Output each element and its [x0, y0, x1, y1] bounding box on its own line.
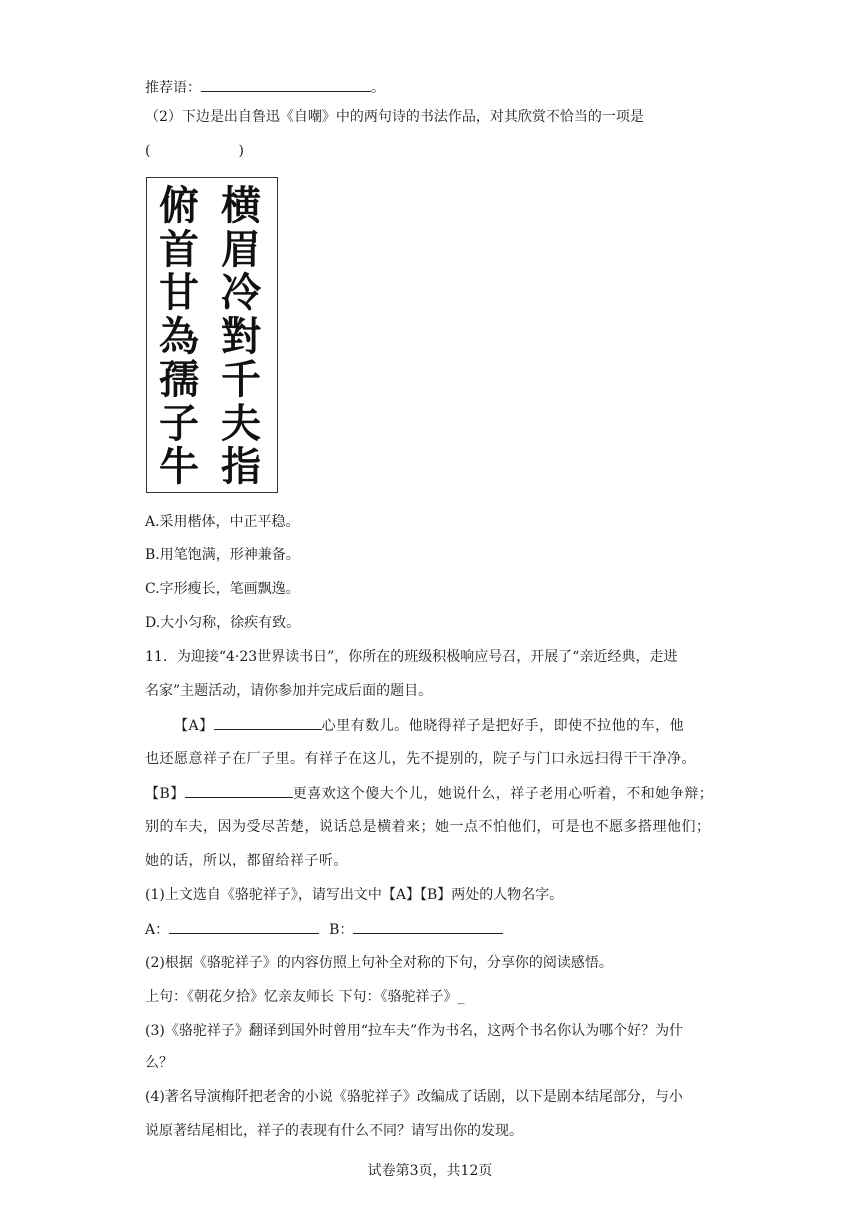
passage-b-line-3: 她的话，所以，都留给祥子听。	[145, 853, 348, 869]
calligraphy-char: 孺	[159, 356, 199, 403]
passage-a-blank	[214, 715, 322, 730]
recommend-end: 。	[371, 80, 385, 96]
passage-a-text: 心里有数儿。他晓得祥子是把好手，即使不拉他的车，他	[321, 718, 685, 734]
passage-b-line-2: 别的车夫，因为受尽苦楚，说话总是横着来；她一点不怕他们，可是也不愿多搭理他们；	[145, 819, 711, 835]
calligraphy-char: 牛	[159, 443, 199, 490]
sub-question-4-line-1: (4)著名导演梅阡把老舍的小说《骆驼祥子》改编成了话剧，以下是剧本结尾部分，与小	[145, 1089, 683, 1105]
recommend-label: 推荐语：	[145, 80, 201, 96]
calligraphy-char: 眉	[221, 225, 261, 273]
option-b: B.用笔饱满，形神兼备。	[145, 547, 300, 563]
option-c: C.字形瘦长，笔画飘逸。	[145, 581, 300, 597]
paren-close: )	[238, 143, 244, 159]
answer-parentheses	[145, 141, 244, 161]
calligraphy-char: 為	[159, 312, 199, 360]
recommend-line	[145, 77, 385, 98]
calligraphy-char: 指	[221, 443, 261, 490]
calligraphy-char: 千	[221, 356, 261, 403]
recommend-blank	[201, 77, 371, 92]
passage-b-text: 更喜欢这个傻大个儿，她说什么，祥子老用心听着，不和她争辩；	[292, 786, 714, 802]
sub-question-4-line-2: 说原著结尾相比，祥子的表现有什么不同？请写出你的发现。	[145, 1123, 523, 1139]
question-11-line-2: 名家”主题活动，请你参加并完成后面的题目。	[145, 683, 433, 699]
question-2-stem: （2）下边是出自鲁迅《自嘲》中的两句诗的书法作品，对其欣赏不恰当的一项是	[145, 109, 644, 125]
sub-question-3-line-2: 么？	[145, 1055, 173, 1071]
calligraphy-char: 甘	[159, 269, 199, 316]
passage-a-tag: 【A】	[174, 718, 214, 734]
sub-question-2-couplet: 上句：《朝花夕拾》忆亲友师长 下句：《骆驼祥子》_	[145, 989, 465, 1005]
passage-b-line-1	[145, 783, 713, 804]
passage-b-tag: 【B】	[145, 786, 185, 802]
calligraphy-char: 夫	[221, 399, 261, 447]
passage-b-blank	[185, 783, 293, 798]
answer-b-blank	[353, 919, 503, 934]
question-11-line-1: 11．为迎接“4·23世界读书日”，你所在的班级积极响应号召，开展了“亲近经典，走进	[145, 649, 678, 665]
sub-question-3-line-1: (3)《骆驼祥子》翻译到国外时曾用“拉车夫”作为书名，这两个书名你认为哪个好？为什	[145, 1023, 684, 1039]
sub-question-1-answers	[145, 919, 503, 940]
passage-a-line-2: 也还愿意祥子在厂子里。有祥子在这儿，先不提别的，院子与门口永远扫得干干净净。	[145, 751, 696, 767]
option-d: D.大小匀称，徐疾有致。	[145, 615, 301, 631]
calligraphy-char: 俯	[159, 182, 199, 229]
answer-a-label: A：	[145, 922, 170, 938]
answer-a-blank	[169, 919, 319, 934]
calligraphy-char: 首	[159, 225, 199, 273]
calligraphy-left-column	[153, 184, 205, 489]
option-a: A.采用楷体，中正平稳。	[145, 514, 300, 530]
page-footer: 试卷第3页，共12页	[367, 1163, 493, 1179]
calligraphy-char: 對	[221, 312, 261, 360]
sub-question-1: (1)上文选自《骆驼祥子》，请写出文中【A】【B】两处的人物名字。	[145, 887, 564, 903]
paren-open: (	[145, 143, 151, 159]
passage-a-line-1	[174, 715, 684, 736]
calligraphy-right-column	[215, 184, 267, 489]
answer-b-label: B：	[329, 922, 354, 938]
calligraphy-char: 子	[159, 399, 199, 447]
calligraphy-char: 冷	[221, 269, 261, 316]
calligraphy-char: 横	[221, 182, 261, 229]
calligraphy-artwork	[146, 177, 278, 493]
sub-question-2: (2)根据《骆驼祥子》的内容仿照上句补全对称的下句，分享你的阅读感悟。	[145, 955, 613, 971]
